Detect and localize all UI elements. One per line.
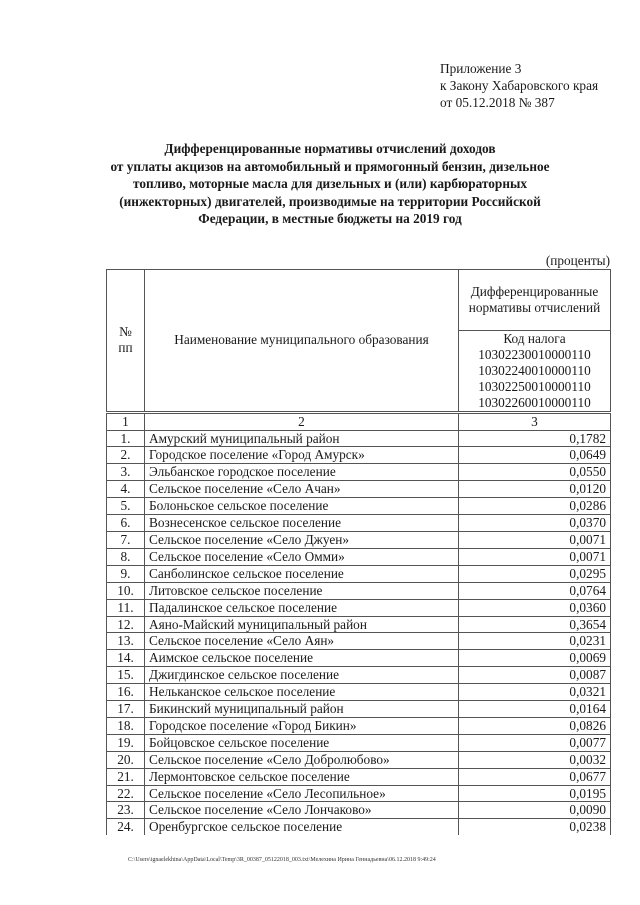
header-norm: Дифференцированные нормативы отчислений (459, 270, 611, 331)
table-row (107, 616, 611, 633)
municipality-name: Городское поселение «Город Амурск» (145, 447, 459, 464)
municipality-name: Джигдинское сельское поселение (145, 667, 459, 684)
tax-code: 10302230010000110 (478, 346, 591, 362)
municipality-name: Амурский муниципальный район (145, 430, 459, 447)
table-row (107, 498, 611, 515)
table-row (107, 802, 611, 819)
norm-value: 0,1782 (459, 430, 611, 447)
row-number: 10. (107, 582, 145, 599)
norms-table (106, 269, 611, 835)
tax-code: 10302260010000110 (478, 394, 591, 410)
municipality-name: Аяно-Майский муниципальный район (145, 616, 459, 633)
norm-value: 0,0087 (459, 667, 611, 684)
table-row (107, 481, 611, 498)
municipality-name: Городское поселение «Город Бикин» (145, 717, 459, 734)
units-label: (проценты) (545, 253, 610, 268)
column-number-row (107, 412, 611, 430)
row-number: 11. (107, 599, 145, 616)
norm-value: 0,0077 (459, 734, 611, 751)
norm-value: 0,0677 (459, 768, 611, 785)
municipality-name: Сельское поселение «Село Лончаково» (145, 802, 459, 819)
column-number: 2 (145, 412, 459, 430)
norm-value: 0,0090 (459, 802, 611, 819)
title-line: (инжекторных) двигателей, производимые на территории Российской (119, 193, 541, 209)
table-row (107, 515, 611, 532)
table-row (107, 701, 611, 718)
table-row (107, 684, 611, 701)
table-row (107, 548, 611, 565)
table-row (107, 582, 611, 599)
table-row (107, 430, 611, 447)
norm-value: 0,0295 (459, 565, 611, 582)
norm-value: 0,0550 (459, 464, 611, 481)
norm-value: 0,0238 (459, 819, 611, 835)
row-number: 4. (107, 481, 145, 498)
norm-value: 0,0195 (459, 785, 611, 802)
municipality-name: Санболинское сельское поселение (145, 565, 459, 582)
municipality-name: Оренбургское сельское поселение (145, 819, 459, 835)
row-number: 7. (107, 531, 145, 548)
appendix-reference (440, 60, 598, 111)
norm-value: 0,0164 (459, 701, 611, 718)
appendix-number: Приложение 3 (440, 61, 522, 76)
header-number-symbol: № (119, 324, 132, 340)
row-number: 15. (107, 667, 145, 684)
title-line: Федерации, в местные бюджеты на 2019 год (198, 211, 462, 227)
municipality-name: Нельканское сельское поселение (145, 684, 459, 701)
row-number: 21. (107, 768, 145, 785)
municipality-name: Сельское поселение «Село Джуен» (145, 531, 459, 548)
norm-value: 0,0071 (459, 531, 611, 548)
row-number: 22. (107, 785, 145, 802)
municipality-name: Сельское поселение «Село Аян» (145, 633, 459, 650)
document-title (100, 140, 560, 228)
municipality-name: Аимское сельское поселение (145, 650, 459, 667)
row-number: 24. (107, 819, 145, 835)
table-row (107, 650, 611, 667)
row-number: 18. (107, 717, 145, 734)
norm-value: 0,0764 (459, 582, 611, 599)
row-number: 1. (107, 430, 145, 447)
row-number: 9. (107, 565, 145, 582)
row-number: 20. (107, 751, 145, 768)
table-row (107, 819, 611, 835)
table-row (107, 447, 611, 464)
header-name: Наименование муниципального образования (145, 270, 459, 413)
norm-value: 0,0321 (459, 684, 611, 701)
row-number: 6. (107, 515, 145, 532)
norm-value: 0,0286 (459, 498, 611, 515)
row-number: 8. (107, 548, 145, 565)
row-number: 2. (107, 447, 145, 464)
tax-code-label: Код налога (503, 331, 566, 346)
table-row (107, 751, 611, 768)
row-number: 14. (107, 650, 145, 667)
norm-value: 0,0826 (459, 717, 611, 734)
header-number-abbr: пп (118, 340, 133, 356)
table-row (107, 464, 611, 481)
municipality-name: Бойцовское сельское поселение (145, 734, 459, 751)
row-number: 3. (107, 464, 145, 481)
appendix-date: от 05.12.2018 № 387 (440, 95, 555, 110)
row-number: 12. (107, 616, 145, 633)
row-number: 19. (107, 734, 145, 751)
table-row (107, 667, 611, 684)
row-number: 5. (107, 498, 145, 515)
table-row (107, 785, 611, 802)
tax-code: 10302250010000110 (478, 378, 591, 394)
municipality-name: Литовское сельское поселение (145, 582, 459, 599)
table-row (107, 734, 611, 751)
norm-value: 0,0360 (459, 599, 611, 616)
table-row (107, 768, 611, 785)
norm-value: 0,3654 (459, 616, 611, 633)
municipality-name: Бикинский муниципальный район (145, 701, 459, 718)
table-row (107, 633, 611, 650)
norm-value: 0,0071 (459, 548, 611, 565)
table-row (107, 565, 611, 582)
row-number: 16. (107, 684, 145, 701)
tax-code: 10302240010000110 (478, 362, 591, 378)
municipality-name: Сельское поселение «Село Добролюбово» (145, 751, 459, 768)
header-number (107, 270, 145, 413)
column-number: 3 (459, 412, 611, 430)
municipality-name: Сельское поселение «Село Омми» (145, 548, 459, 565)
municipality-name: Болоньское сельское поселение (145, 498, 459, 515)
row-number: 13. (107, 633, 145, 650)
header-row (107, 270, 611, 331)
table-row (107, 599, 611, 616)
table-row (107, 531, 611, 548)
municipality-name: Вознесенское сельское поселение (145, 515, 459, 532)
appendix-law: к Закону Хабаровского края (440, 78, 599, 93)
file-path-footer: C:\Users\ignaelekhina\AppData\Local\Temp\3R_00387_05122018_003.txt\Мелехина Ирина Геннадьевна\06.12.2018 9:49:24 (128, 857, 436, 863)
norm-value: 0,0120 (459, 481, 611, 498)
municipality-name: Лермонтовское сельское поселение (145, 768, 459, 785)
municipality-name: Сельское поселение «Село Ачан» (145, 481, 459, 498)
norm-value: 0,0649 (459, 447, 611, 464)
column-number: 1 (107, 412, 145, 430)
row-number: 17. (107, 701, 145, 718)
header-tax-code (459, 331, 611, 413)
table-row (107, 717, 611, 734)
norm-value: 0,0069 (459, 650, 611, 667)
municipality-name: Эльбанское городское поселение (145, 464, 459, 481)
title-line: Дифференцированные нормативы отчислений доходов (164, 141, 496, 156)
norm-value: 0,0032 (459, 751, 611, 768)
norm-value: 0,0370 (459, 515, 611, 532)
norm-value: 0,0231 (459, 633, 611, 650)
row-number: 23. (107, 802, 145, 819)
title-line: от уплаты акцизов на автомобильный и прямогонный бензин, дизельное (110, 158, 550, 174)
municipality-name: Падалинское сельское поселение (145, 599, 459, 616)
title-line: топливо, моторные масла для дизельных и (или) карбюраторных (132, 176, 528, 192)
municipality-name: Сельское поселение «Село Лесопильное» (145, 785, 459, 802)
